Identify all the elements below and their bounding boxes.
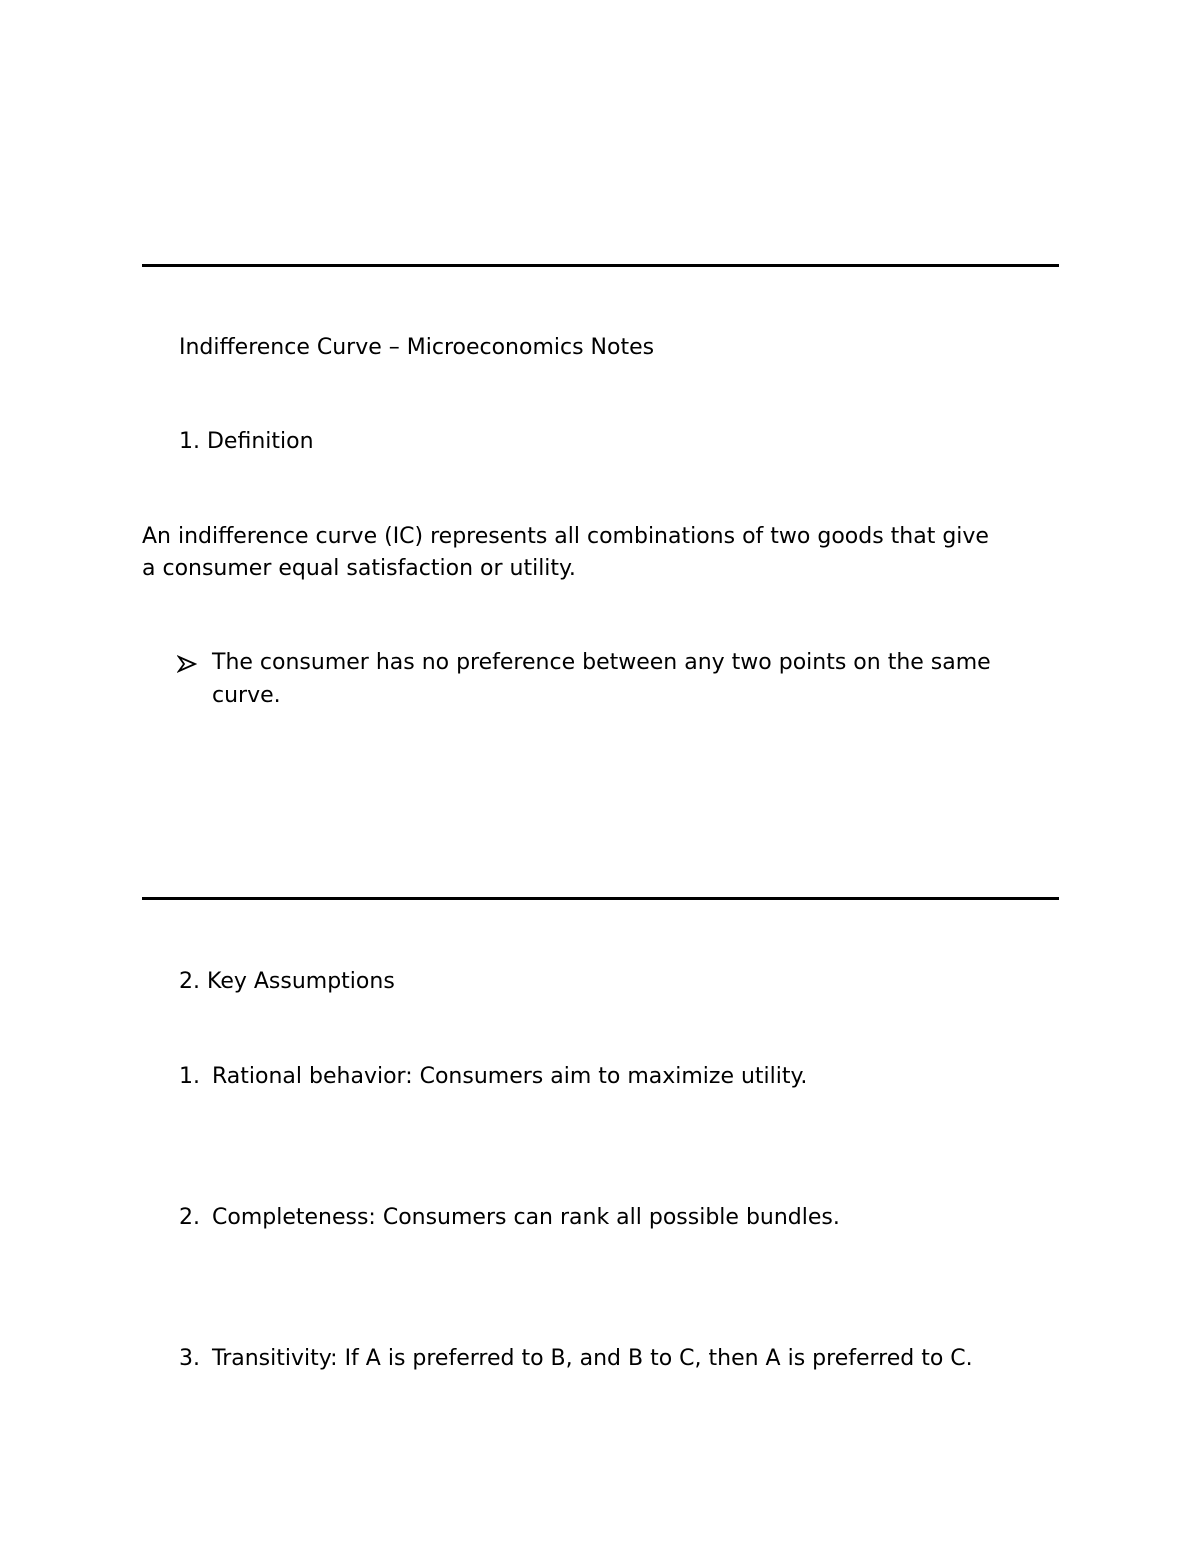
definition-paragraph-line-2: a consumer equal satisfaction or utility. bbox=[142, 556, 576, 581]
list-item-number: 2. bbox=[179, 1205, 200, 1230]
bullet-text-line-2: curve. bbox=[212, 683, 281, 708]
document-title: Indifference Curve – Microeconomics Notes bbox=[179, 335, 655, 360]
list-item: Rational behavior: Consumers aim to maximize utility. bbox=[212, 1064, 808, 1089]
section-2-heading: 2. Key Assumptions bbox=[179, 969, 395, 994]
bullet-text-line-1: The consumer has no preference between any two points on the same bbox=[212, 650, 991, 675]
arrowhead-bullet-icon bbox=[177, 647, 197, 679]
list-item: Transitivity: If A is preferred to B, and B to C, then A is preferred to C. bbox=[212, 1346, 973, 1371]
section-1-heading: 1. Definition bbox=[179, 429, 314, 454]
definition-paragraph-line-1: An indifference curve (IC) represents all combinations of two goods that give bbox=[142, 524, 989, 549]
top-divider bbox=[142, 264, 1059, 267]
middle-divider bbox=[142, 897, 1059, 900]
list-item: Completeness: Consumers can rank all possible bundles. bbox=[212, 1205, 840, 1230]
list-item-number: 3. bbox=[179, 1346, 200, 1371]
list-item-number: 1. bbox=[179, 1064, 200, 1089]
